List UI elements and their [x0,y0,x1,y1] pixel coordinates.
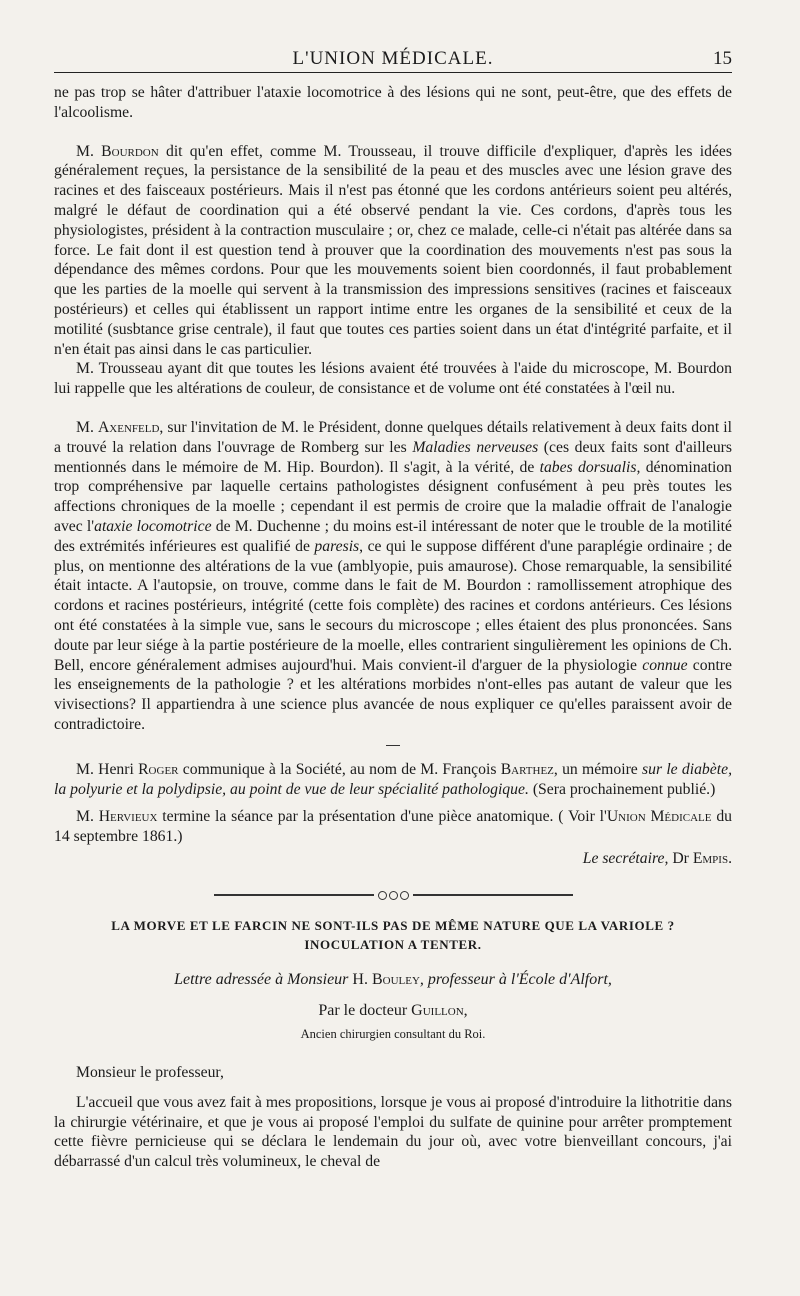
axenfeld-italic-2: tabes dorsualis, [539,458,641,476]
speaker-axenfeld: Axenfeld [97,418,160,436]
axenfeld-text-5: , ce qui le suppose différent d'une paraplégie ordinaire ; de plus, on mentionne des altérations de la vue (amblyopie, puis amaurose). Chose remarquable, la sensibilité était intacte. A l'autopsie, on trouve, comme dans le fait de M. Bourdon : ramollissement atrophique des cordons et racines postérieurs, intégrité (cette fois complète) des racines et cordons antérieurs. Ces lésions ont été constatées à la simple vue, sans le secours du microscope ; elles étaient des plus prononcées. Sans doute par leur siége à la partie postérieure de la moelle, elles contrarient singulièrement les opinions de Ch. Bell, encore généralement admises aujourd'hui. Mais convient-il d'arguer de la physiologie [54,537,732,674]
letter-recipient: H. Bouley [352,970,420,988]
paragraph-hervieux [54,807,732,847]
roger-text-1: M. Henri [76,760,139,778]
paragraph-trousseau: M. Trousseau ayant dit que toutes les lésions avaient été trouvées à l'aide du microscope, M. Bourdon lui rappelle que les altérations de couleur, de consistance et de volume ont été constatées à l'œil nu. [54,360,732,398]
article-title [54,916,732,954]
ornament-dot [400,891,409,900]
signature-name: Empis. [692,849,732,867]
signature [54,849,732,869]
journal-name: Union Médicale [606,808,712,826]
ornament-dot [378,891,387,900]
paragraph-alcoolisme: ne pas trop se hâter d'attribuer l'ataxie locomotrice à des lésions qui ne sont, peut-être, que des effets de l'alcoolisme. [54,84,732,121]
bourdon-text: dit qu'en effet, comme M. Trousseau, il trouve difficile d'expliquer, d'après les idées généralement reçues, la persistance de la sensibilité de la peau et des muscles avec une lésion grave des racines et des faisceaux postérieurs. Mais il n'est pas étonné que les cordons antérieurs soient peu altérés, malgré le défaut de coordination qui a été observé pendant la vie. Ces cordons, d'après tous les physiologistes, président à la contraction musculaire ; or, chez ce malade, celle-ci n'était pas altérée dans sa force. Le fait dont il est question tend à prouver que la coordination des mouvements n'est pas sous la dépendance des mêmes cordons. Pour que les mouvements soient bien coordonnés, il faut probablement que les parties de la moelle qui servent à la transmission des impressions sensitives (racines et faisceaux postérieurs) et celles qui établissent un rapport intime entre les organes de la sensibilité et ceux de la motilité (susbtance grise centrale), il faut que toutes ces parties soient dans un état d'intégrité parfaite, et il n'en était pas ainsi dans le cas particulier. [54,142,732,358]
signature-role: Le secrétaire, [582,849,669,867]
author-name: Guillon, [411,1002,468,1020]
speaker-hervieux: Hervieux [98,808,158,826]
author-byline [54,1001,732,1021]
paragraph-roger [54,760,732,800]
page-header [54,42,732,73]
axenfeld-text-6: contre les enseignements de la pathologie ? et les altérations morbides n'ont-elles pas autant de valeur que les vivisections? Il appartiendra à une science plus avancée de nous expliquer ce qu'elles paraissent avoir de contradictoire. [54,656,732,733]
name-barthez: Barthez [500,760,554,778]
byline-text: Par le docteur [318,1002,408,1020]
axenfeld-text-1: , sur l'invitation de M. le Président, donne quelques détails relativement à deux faits dont il a trouvé la relation dans l'ouvrage de Romberg sur les [54,418,732,456]
ornament-divider [54,891,732,900]
roger-italic-1: sur le diabète, la polyurie et la polydipsie, au point de vue de leur spécialité pathologique. [54,760,732,798]
hervieux-text-1: termine la séance par la présentation d'une pièce anatomique. ( Voir l' [157,808,607,826]
bourdon-prefix: M. [76,142,94,160]
ornament-dots [378,891,409,900]
axenfeld-italic-3: ataxie locomotrice [94,517,212,535]
speaker-bourdon: Bourdon [101,142,159,160]
hervieux-text-2: du 14 septembre 1861.) [54,808,733,846]
ornament-dot [389,891,398,900]
paragraph-bourdon [54,142,732,360]
axenfeld-italic-1: Maladies nerveuses [412,438,539,456]
letter-address [54,970,732,990]
ornament-line-left [214,894,374,896]
page-number: 15 [713,48,732,69]
axenfeld-italic-5: connue [642,656,688,674]
salutation: Monsieur le professeur, [76,1064,224,1082]
roger-text-4: (Sera prochainement publié.) [528,780,716,798]
article-title-line-2: INOCULATION A TENTER. [304,936,482,952]
speaker-roger: Roger [138,760,179,778]
axenfeld-prefix: M. [76,418,94,436]
signature-title: Dr [672,849,689,867]
hervieux-prefix: M. [76,808,94,826]
running-title: L'UNION MÉDICALE. [292,48,494,69]
article-title-line-1: LA MORVE ET LE FARCIN NE SONT-ILS PAS DE MÊME NATURE QUE LA VARIOLE ? [111,917,675,933]
axenfeld-italic-4: paresis [314,537,360,555]
roger-text-3: , un mémoire [553,760,643,778]
axenfeld-text-2: (ces deux faits sont d'ailleurs mentionnés dans le mémoire de M. Hip. Bourdon). Il s'agit, à la vérité, de [54,438,732,476]
ornament-line-right [413,894,573,896]
letter-intro: Lettre adressée à Monsieur [174,970,349,988]
author-title: Ancien chirurgien consultant du Roi. [300,1027,486,1042]
axenfeld-text-3: dénomination trop compréhensive par laquelle certains pathologistes désignent confusément à peu près toutes les affections chroniques de la moelle ; cependant il est permis de croire que la maladie offrait de l'analogie avec l' [54,458,732,535]
paragraph-letter-opening: L'accueil que vous avez fait à mes propositions, lorsque je vous ai proposé d'introduire la lithotritie dans la chirurgie vétérinaire, et que je vous ai proposé l'emploi du sulfate de quinine pour arrêter promptement cette fièvre pernicieuse qui se déclara le lendemain du jour où, avec votre bienveillant concours, j'ai débarrassé d'un calcul très volumineux, le cheval de [54,1093,732,1171]
letter-recipient-role: , professeur à l'École d'Alfort, [419,970,612,988]
roger-text-2: communique à la Société, au nom de M. François [178,760,501,778]
paragraph-axenfeld [54,418,732,735]
section-divider [386,745,400,746]
axenfeld-text-4: de M. Duchenne ; du moins est-il intéressant de noter que le trouble de la motilité des extrémités inférieures est qualifié de [54,517,733,555]
body-text [54,83,732,1172]
